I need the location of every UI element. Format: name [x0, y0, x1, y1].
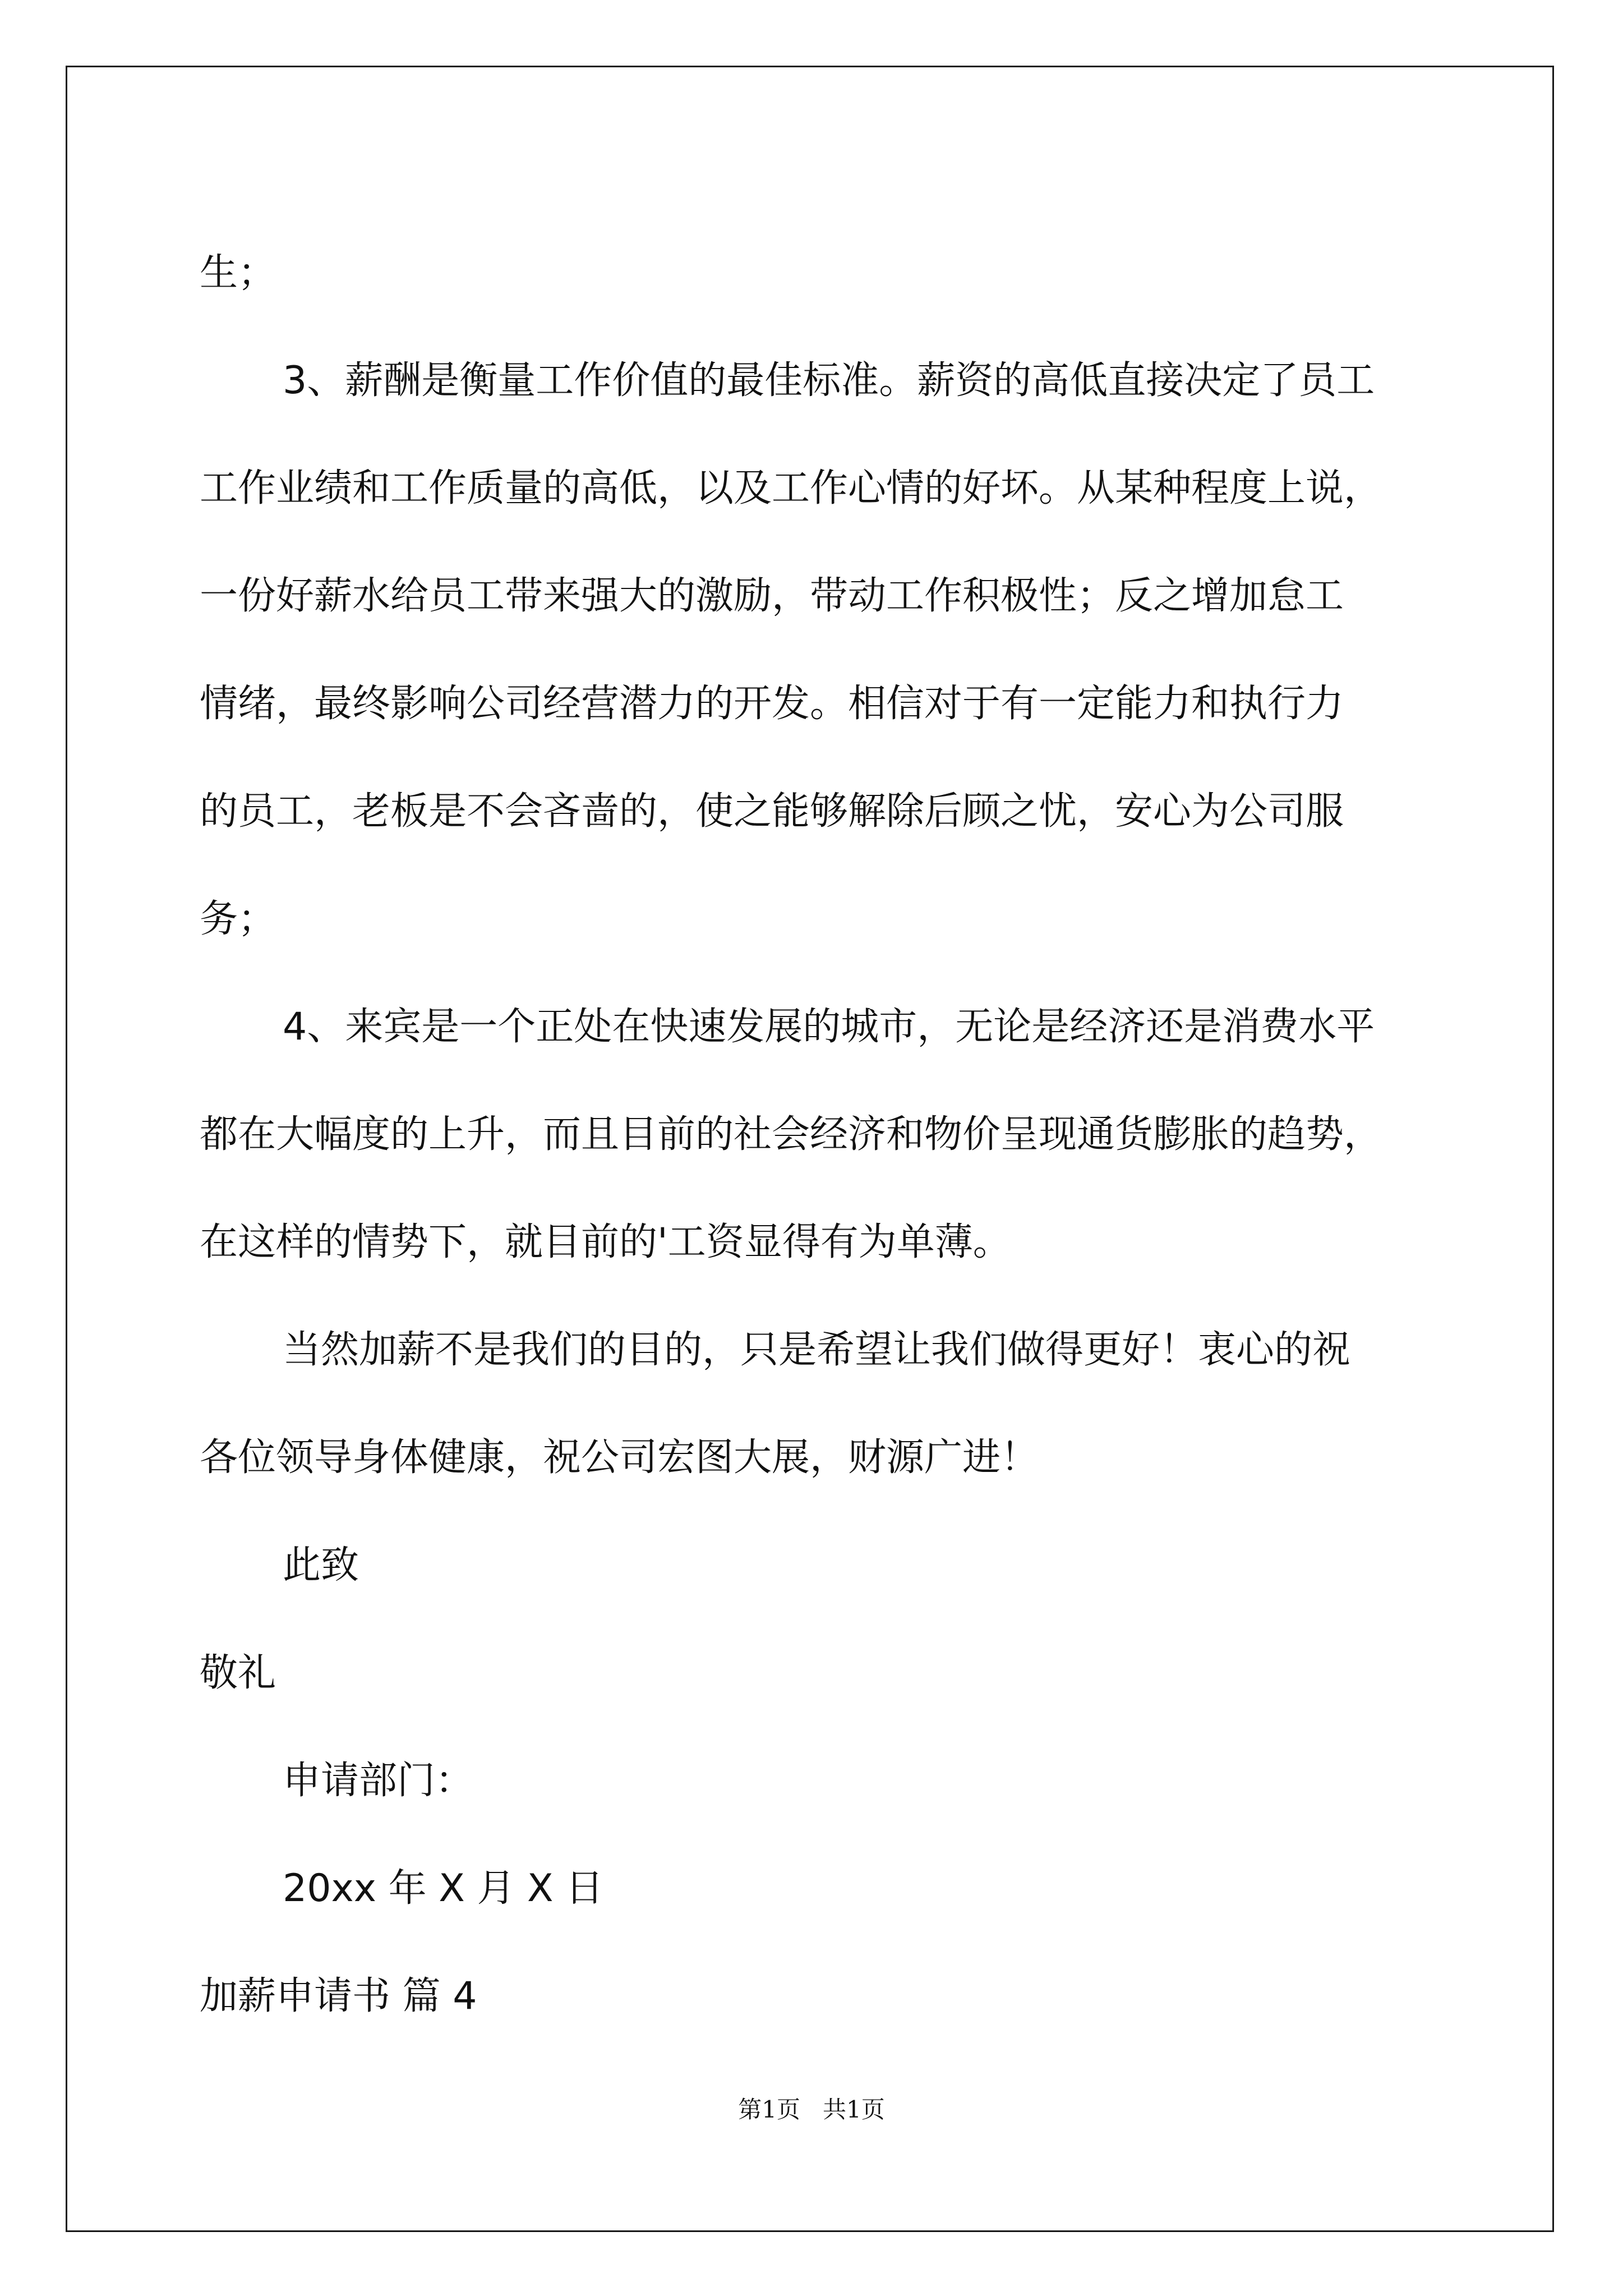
- document-body: [200, 219, 1428, 2050]
- date-line: 20xx 年 X 月 X 日: [283, 1866, 604, 1911]
- text-line: 一份好薪水给员工带来强大的激励，带动工作积极性；反之增加怠工: [200, 574, 1344, 618]
- text-line: 的员工，老板是不会吝啬的，使之能够解除后顾之忧，安心为公司服: [200, 789, 1344, 834]
- text-line: 务；: [200, 897, 276, 941]
- page-footer: 第1页 共1页: [738, 2096, 885, 2123]
- closing-salutation: 此致: [283, 1543, 359, 1588]
- text-line: 各位领导身体健康，祝公司宏图大展，财源广进！: [200, 1435, 1039, 1480]
- text-line: 3、薪酬是衡量工作价值的最佳标准。薪资的高低直接决定了员工: [283, 358, 1375, 403]
- text-line: 当然加薪不是我们的目的，只是希望让我们做得更好！衷心的祝: [283, 1328, 1351, 1372]
- text-line: 都在大幅度的上升，而且目前的社会经济和物价呈现通货膨胀的趋势，: [200, 1112, 1382, 1157]
- text-line: 在这样的情势下，就目前的'工资显得有为单薄。: [200, 1220, 1011, 1264]
- closing-regards: 敬礼: [200, 1651, 276, 1695]
- applicant-department: 申请部门：: [283, 1759, 474, 1803]
- section-heading: 加薪申请书 篇 4: [200, 1974, 477, 2018]
- text-line: 4、来宾是一个正处在快速发展的城市，无论是经济还是消费水平: [283, 1005, 1375, 1049]
- text-line: 情绪，最终影响公司经营潜力的开发。相信对于有一定能力和执行力: [200, 682, 1344, 726]
- text-line: 生；: [200, 251, 276, 295]
- text-line: 工作业绩和工作质量的高低，以及工作心情的好坏。从某种程度上说，: [200, 466, 1382, 510]
